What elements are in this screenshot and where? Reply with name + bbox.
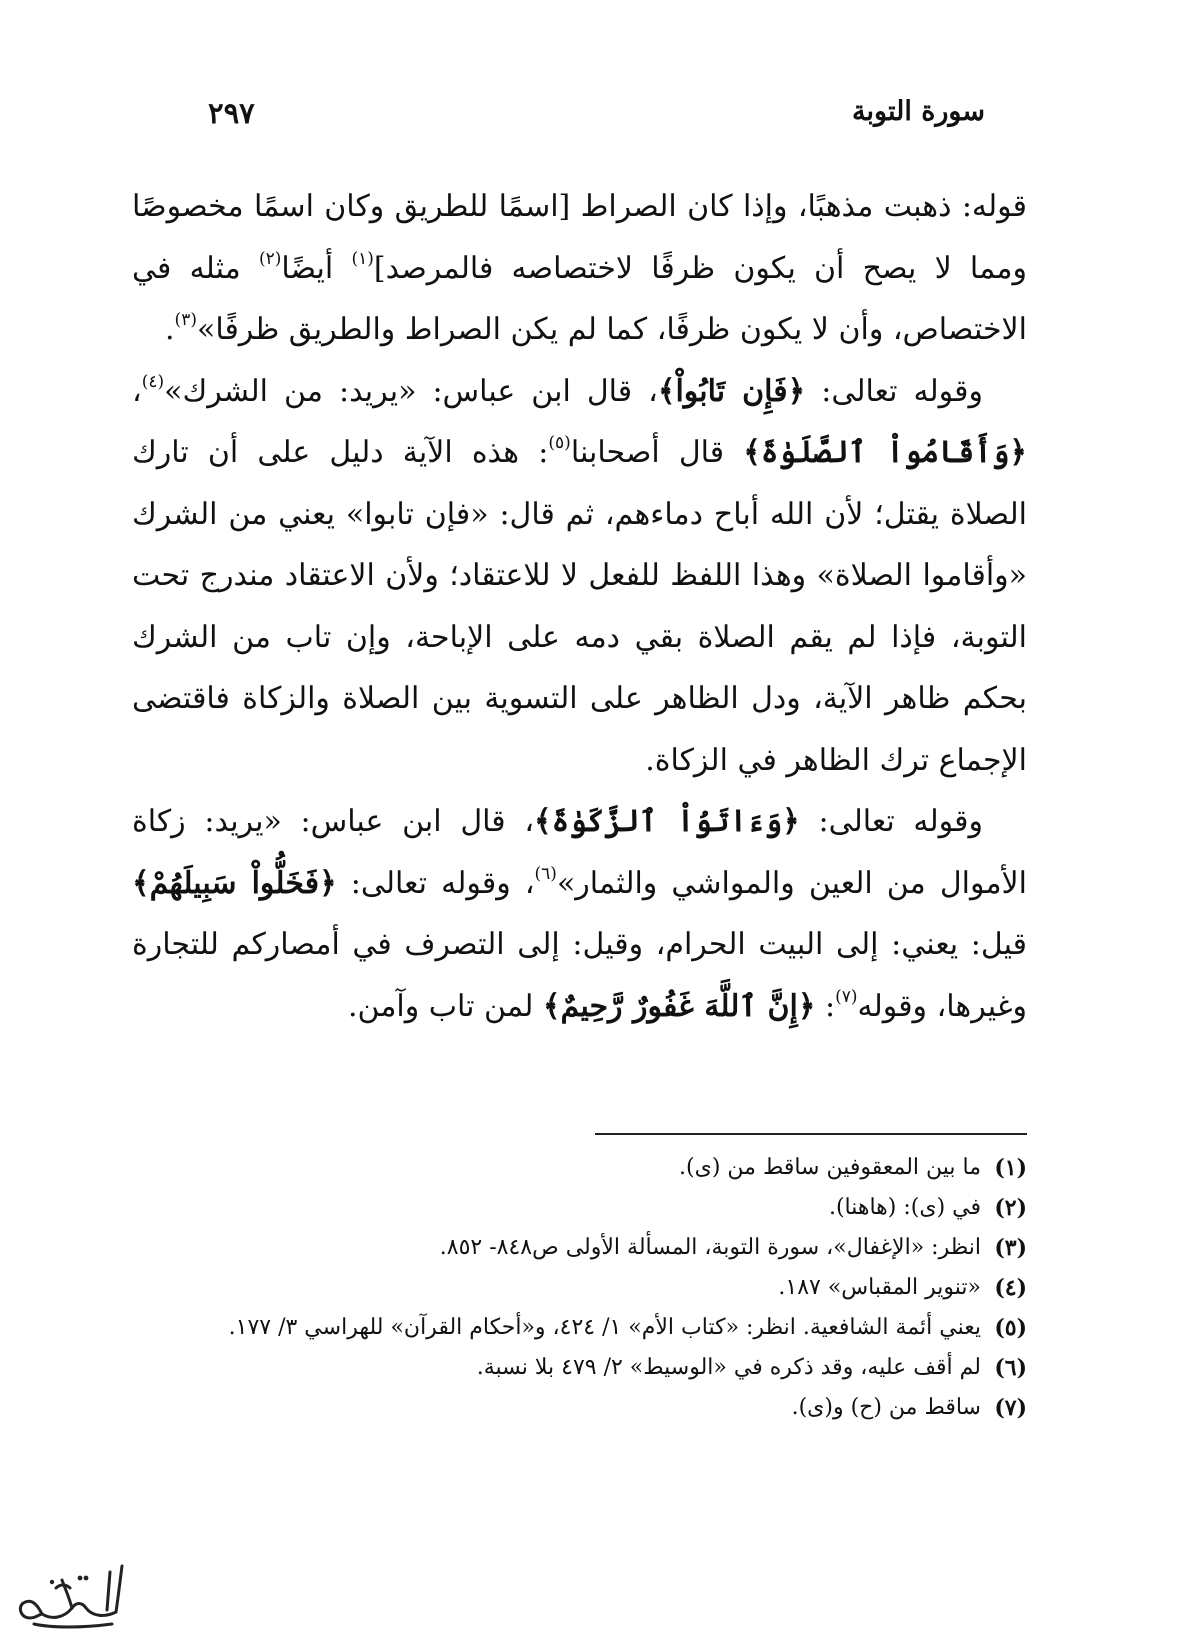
- footnote-item: [132, 1388, 1027, 1428]
- footnote-ref-5: (٥): [548, 433, 571, 453]
- text-run: أيضًا: [281, 250, 352, 286]
- quran-quote: ﴿وَأَقَامُواْ ٱلصَّلَوٰةَ﴾: [743, 435, 1027, 470]
- footnote-ref-6: (٦): [534, 863, 557, 884]
- text-run: ، قال ابن عباس: «يريد: من الشرك»: [164, 373, 658, 409]
- footnote-item: [132, 1268, 1027, 1308]
- text-run: قوله: ذهبت مذهبًا، وإذا كان الصراط [اسمًا للطريق وكان اسمًا مخصوصًا ومما لا يصح أن يكون ظرفًا لاختصاصه فالمرصد]: [132, 189, 1027, 286]
- footnote-item: [132, 1348, 1027, 1388]
- text-run: لمن تاب وآمن.: [347, 988, 543, 1024]
- footnote-ref-3: (٣): [174, 310, 197, 330]
- paragraph-1: [132, 176, 1027, 361]
- footnote-number: (٥): [994, 1315, 1027, 1341]
- quran-quote: ﴿فَخَلُّواْ سَبِيلَهُمْ﴾: [132, 865, 337, 901]
- quran-quote: ﴿وَءَاتَوُاْ ٱلزَّكَوٰةَ﴾: [534, 804, 800, 839]
- footnote-text: ساقط من (ح) و(ى).: [791, 1395, 981, 1420]
- text-run: وقوله تعالى:: [799, 804, 983, 839]
- page-number: ٢٩٧: [208, 96, 255, 130]
- footnote-text: يعني أئمة الشافعية. انظر: «كتاب الأم» ١/ ٤٢٤، و«أحكام القرآن» للهراسي ٣/ ١٧٧.: [228, 1315, 981, 1340]
- footnote-item: [132, 1308, 1027, 1348]
- footnote-number: (٣): [994, 1235, 1027, 1261]
- footnote-text: ما بين المعقوفين ساقط من (ى).: [679, 1155, 981, 1180]
- footnote-text: في (ى): (هاهنا).: [828, 1195, 981, 1220]
- text-run: ،: [132, 373, 142, 409]
- text-run: مثله في الاختصاص، وأن لا يكون ظرفًا، كما لم يكن الصراط والطريق ظرفًا»: [132, 250, 1027, 347]
- footnote-separator: [595, 1133, 1027, 1135]
- footnote-item: [132, 1148, 1027, 1188]
- text-run: ، وقوله تعالى:: [336, 865, 535, 901]
- page-header: [200, 96, 985, 140]
- footnote-number: (٤): [994, 1275, 1027, 1301]
- footnote-text: انظر: «الإغفال»، سورة التوبة، المسألة الأولى ص٨٤٨- ٨٥٢.: [439, 1235, 981, 1260]
- text-run: قال أصحابنا: [570, 435, 744, 470]
- footnote-number: (٢): [994, 1195, 1027, 1221]
- footnotes-list: [132, 1148, 1027, 1428]
- text-run: قيل: يعني: إلى البيت الحرام، وقيل: إلى التصرف في أمصاركم للتجارة وغيرها، وقوله: [132, 927, 1027, 1024]
- quran-quote: ﴿فَإِن تَابُواْ﴾: [657, 373, 806, 409]
- main-text: [132, 176, 1027, 1037]
- footnote-number: (٧): [994, 1395, 1027, 1421]
- footnote-text: «تنوير المقباس» ١٨٧.: [778, 1275, 981, 1300]
- publisher-logo: [12, 1558, 130, 1638]
- text-run: : هذه الآية دليل على أن تارك الصلاة يقتل؛ لأن الله أباح دماءهم، ثم قال: «فإن تابوا» يعني من الشرك «وأقاموا الصلاة» وهذا اللفظ للفعل لا للاعتقاد؛ ولأن الاعتقاد مندرج تحت التوبة، فإذا لم يقم الصلاة بقي دمه على الإباحة، وإن تاب من الشرك بحكم ظاهر الآية، ودل الظاهر على التسوية بين الصلاة والزكاة فاقتضى الإجماع ترك الظاهر في الزكاة.: [132, 435, 1027, 778]
- text-run: :: [815, 988, 836, 1024]
- running-title: سورة التوبة: [852, 96, 985, 127]
- footnote-text: لم أقف عليه، وقد ذكره في «الوسيط» ٢/ ٤٧٩ بلا نسبة.: [476, 1355, 981, 1380]
- text-run: ، قال ابن عباس: «يريد: زكاة الأموال من العين والمواشي والثمار»: [132, 804, 1027, 901]
- text-run: وقوله تعالى:: [805, 373, 984, 409]
- footnote-ref-4: (٤): [141, 371, 165, 392]
- footnote-item: [132, 1228, 1027, 1268]
- footnote-ref-2: (٢): [258, 248, 282, 269]
- footnote-ref-1: (١): [351, 248, 374, 269]
- text-run: .: [165, 312, 175, 347]
- footnote-ref-7: (٧): [835, 986, 858, 1007]
- paragraph-3: [132, 791, 1027, 1037]
- paragraph-2: [132, 361, 1027, 792]
- footnote-number: (٦): [994, 1355, 1027, 1381]
- quran-quote: ﴿إِنَّ ٱللَّهَ غَفُورٌ رَّحِيمٌ﴾: [542, 988, 816, 1024]
- footnote-item: [132, 1188, 1027, 1228]
- footnote-number: (١): [994, 1155, 1027, 1181]
